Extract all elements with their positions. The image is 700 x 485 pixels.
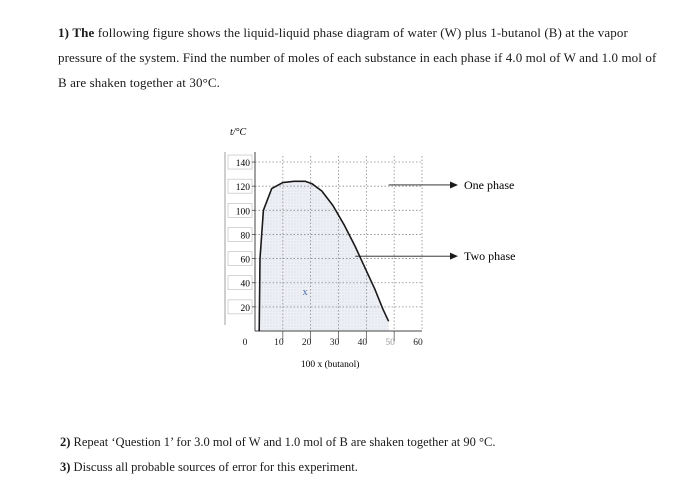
annotation-arrowhead-1 (450, 253, 458, 260)
question-2 (60, 430, 495, 455)
y-tick-label-60: 60 (240, 255, 250, 266)
question-3 (60, 455, 495, 480)
question-1-lead: The (72, 25, 95, 40)
y-tick-label-80: 80 (240, 231, 250, 242)
annotation-label-1: Two phase (464, 249, 516, 264)
x-tick-label-50: 50 (385, 338, 395, 348)
composition-marker: x (302, 286, 308, 298)
y-tick-label-120: 120 (235, 183, 250, 194)
question-1-text: following figure shows the liquid-liquid phase diagram of water (W) plus 1-butanol (B) at the vapor pressure of the system. Find the number of moles of each substance in each phase if 4.0 mol of W and 1.0 mol of B are shaken together at 30°C. (58, 25, 657, 90)
x-tick-label-0: 0 (242, 338, 248, 348)
x-tick-label-20: 20 (301, 338, 312, 348)
y-tick-label-100: 100 (235, 207, 250, 218)
question-2-number: 2) (60, 435, 71, 449)
question-3-text: Discuss all probable sources of error for this experiment. (73, 460, 358, 474)
x-axis-label: 100 x (butanol) (300, 360, 360, 370)
x-tick-label-30: 30 (329, 338, 340, 348)
question-list (60, 430, 495, 480)
y-axis-label: t/°C (230, 127, 247, 138)
annotation-arrowhead-0 (450, 181, 458, 188)
x-tick-label-10: 10 (274, 338, 284, 348)
question-3-number: 3) (60, 460, 71, 474)
question-1-number: 1) (58, 25, 70, 40)
question-2-text: Repeat ‘Question 1’ for 3.0 mol of W and 1.0 mol of B are shaken together at 90 °C. (73, 435, 496, 449)
phase-diagram-figure (210, 118, 530, 388)
question-1 (58, 20, 658, 95)
annotation-label-0: One phase (464, 177, 515, 192)
y-tick-label-20: 20 (240, 303, 250, 314)
phase-diagram-chart (210, 118, 530, 383)
x-tick-label-40: 40 (357, 338, 368, 348)
y-tick-label-140: 140 (235, 159, 250, 170)
x-tick-label-60: 60 (413, 338, 423, 348)
y-tick-label-40: 40 (240, 279, 250, 290)
